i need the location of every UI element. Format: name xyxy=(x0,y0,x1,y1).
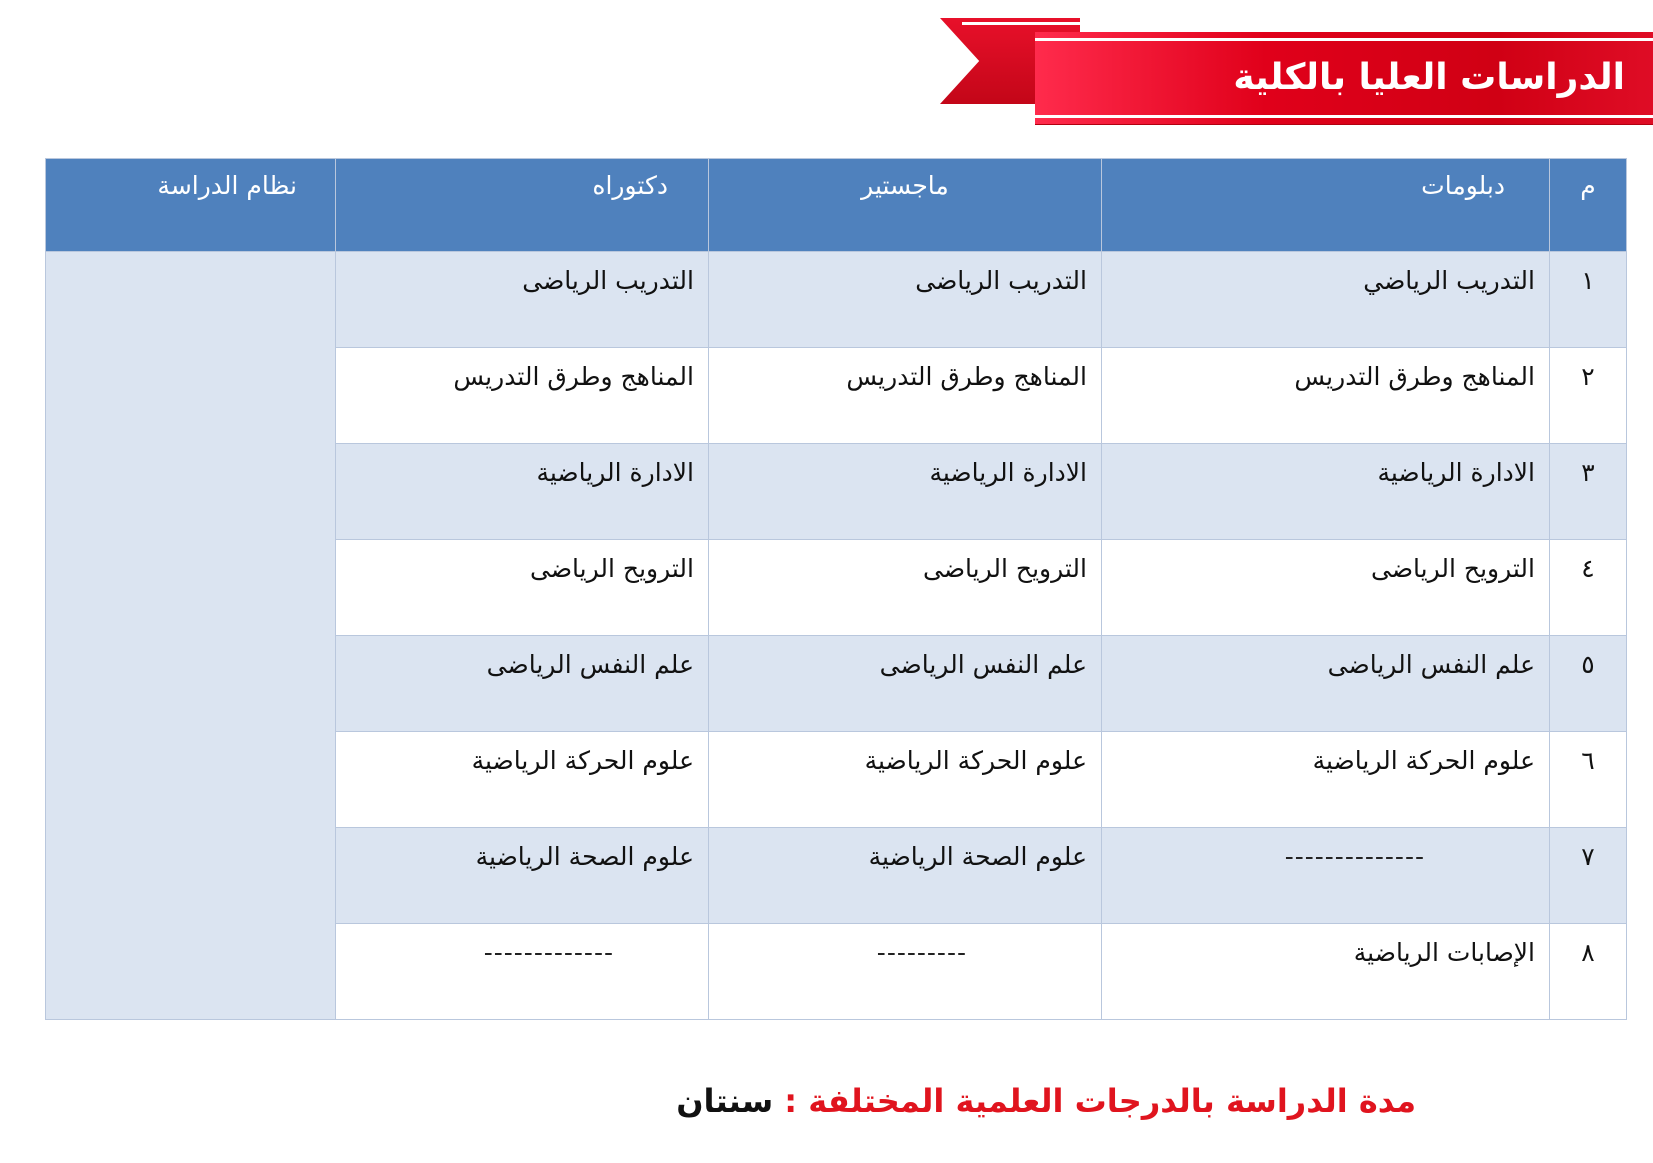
page-title: الدراسات العليا بالكلية xyxy=(1233,57,1625,98)
table-row xyxy=(46,252,1627,348)
empty-dash: --------- xyxy=(876,938,967,967)
cell-master: علوم الصحة الرياضية xyxy=(709,828,1102,924)
duration-separator: : xyxy=(784,1082,798,1120)
cell-doctorate: علوم الصحة الرياضية xyxy=(336,828,709,924)
cell-diploma: علم النفس الرياضى xyxy=(1102,636,1550,732)
empty-dash: -------------- xyxy=(1284,842,1425,871)
row-number: ٤ xyxy=(1550,540,1627,636)
row-number: ٣ xyxy=(1550,444,1627,540)
title-banner xyxy=(940,14,1625,124)
cell-diploma: الإصابات الرياضية xyxy=(1102,924,1550,1020)
cell-master: المناهج وطرق التدريس xyxy=(709,348,1102,444)
programs-table xyxy=(45,158,1627,1020)
header-doctorate: دكتوراه xyxy=(336,159,709,252)
header-master: ماجستير xyxy=(709,159,1102,252)
header-diploma: دبلومات xyxy=(1102,159,1550,252)
row-number: ٢ xyxy=(1550,348,1627,444)
duration-value: سنتان xyxy=(676,1082,774,1120)
banner-ribbon-line xyxy=(962,22,1080,25)
cell-master: التدريب الرياضى xyxy=(709,252,1102,348)
row-number: ١ xyxy=(1550,252,1627,348)
cell-diploma: الترويح الرياضى xyxy=(1102,540,1550,636)
cell-diploma: علوم الحركة الرياضية xyxy=(1102,732,1550,828)
row-number: ٥ xyxy=(1550,636,1627,732)
cell-doctorate: علوم الحركة الرياضية xyxy=(336,732,709,828)
cell-doctorate: علم النفس الرياضى xyxy=(336,636,709,732)
header-number: م xyxy=(1550,159,1627,252)
cell-doctorate: الادارة الرياضية xyxy=(336,444,709,540)
row-number: ٦ xyxy=(1550,732,1627,828)
study-duration-note xyxy=(676,1082,1416,1120)
cell-master xyxy=(709,924,1102,1020)
cell-diploma xyxy=(1102,828,1550,924)
cell-master: علوم الحركة الرياضية xyxy=(709,732,1102,828)
cell-diploma: الادارة الرياضية xyxy=(1102,444,1550,540)
cell-diploma: المناهج وطرق التدريس xyxy=(1102,348,1550,444)
row-number: ٨ xyxy=(1550,924,1627,1020)
cell-master: علم النفس الرياضى xyxy=(709,636,1102,732)
cell-master: الادارة الرياضية xyxy=(709,444,1102,540)
cell-master: الترويح الرياضى xyxy=(709,540,1102,636)
cell-doctorate: المناهج وطرق التدريس xyxy=(336,348,709,444)
cell-doctorate: الترويح الرياضى xyxy=(336,540,709,636)
cell-diploma: التدريب الرياضي xyxy=(1102,252,1550,348)
cell-doctorate: التدريب الرياضى xyxy=(336,252,709,348)
row-number: ٧ xyxy=(1550,828,1627,924)
empty-dash: ------------- xyxy=(483,938,614,967)
table-header-row xyxy=(46,159,1627,252)
cell-doctorate xyxy=(336,924,709,1020)
duration-label: مدة الدراسة بالدرجات العلمية المختلفة xyxy=(808,1082,1416,1120)
cell-study-system xyxy=(46,252,336,1020)
header-study-system: نظام الدراسة xyxy=(46,159,336,252)
